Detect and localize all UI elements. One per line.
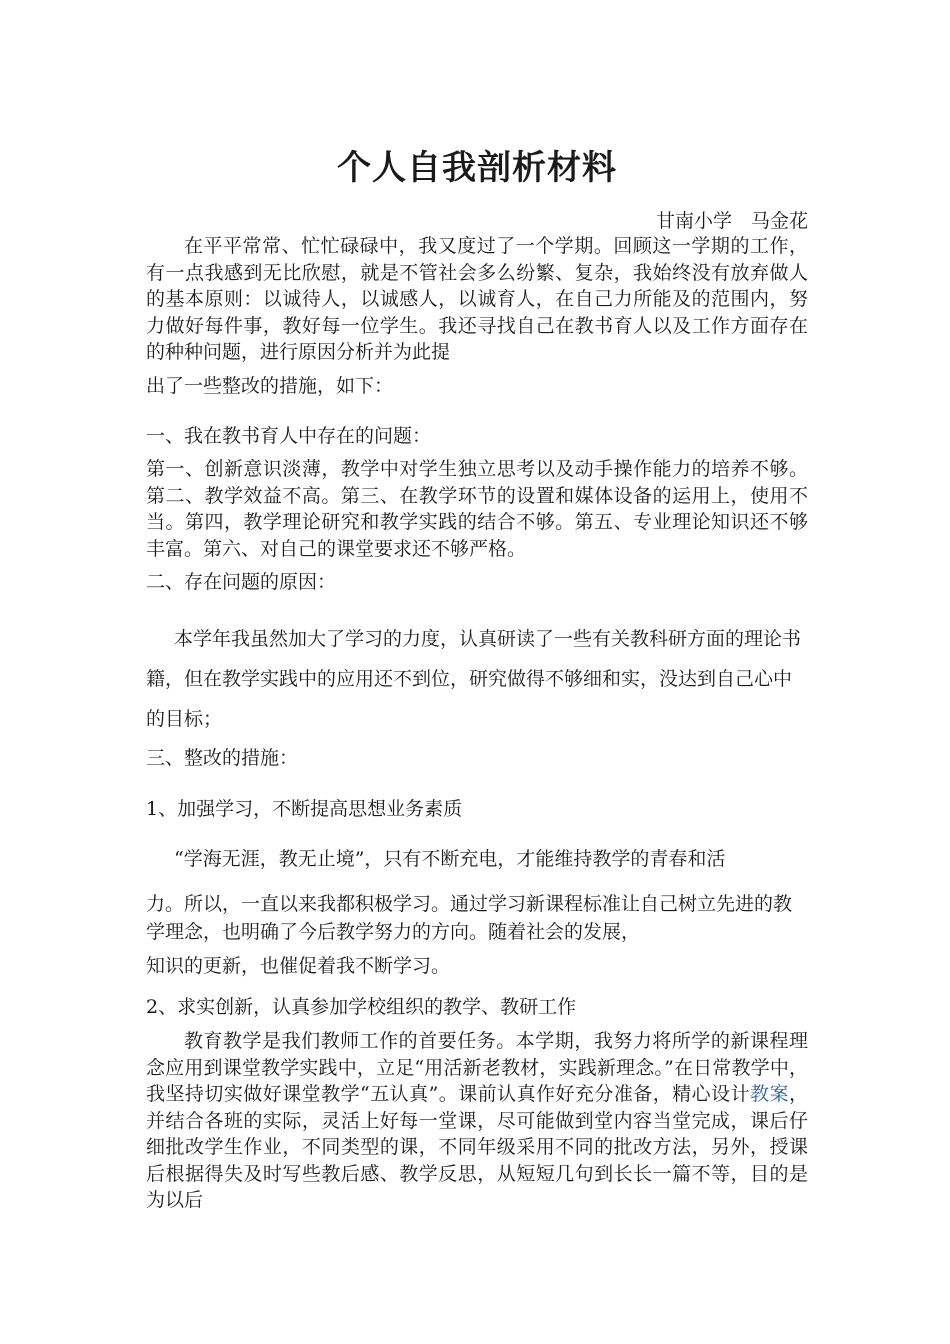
document-title: 个人自我剖析材料 xyxy=(337,148,617,188)
section-3-heading: 三、整改的措施： xyxy=(146,747,299,769)
lesson-plan-link[interactable]: 教案 xyxy=(750,1083,789,1105)
section-2-heading: 二、存在问题的原因： xyxy=(146,571,337,593)
author-line: 甘南小学 马金花 xyxy=(655,210,808,232)
intro-paragraph: 在平平常常、忙忙碌碌中，我又度过了一个学期。回顾这一学期的工作，有一点我感到无比欣慰，就是不管社会多么纷繁、复杂，我始终没有放弃做人的基本原则：以诚待人，以诚感人，以诚育人，在自己力所能及的范围内，努力做好每件事，教好每一位学生。我还寻找自己在教书育人以及工作方面存在的种种问题，进行原因分析并为此提 xyxy=(146,235,808,364)
section-1-heading: 一、我在教书育人中存在的问题： xyxy=(146,425,432,447)
measure-1-line-2: 力。所以，一直以来我都积极学习。通过学习新课程标准让自己树立先进的教学理念，也明确了今后教学努力的方向。随着社会的发展， xyxy=(146,893,793,943)
measure-1-line-1: “学海无涯，教无止境”，只有不断充电，才能维持教学的青春和活 xyxy=(174,848,726,870)
measure-1-heading: 1、加强学习，不断提高思想业务素质 xyxy=(146,798,463,820)
intro-paragraph-end: 出了一些整改的措施，如下： xyxy=(146,375,394,397)
measure-1-line-3: 知识的更新，也催促着我不断学习。 xyxy=(146,955,451,977)
measure-2-text-after-link: ，并结合各班的实际，灵活上好每一堂课，尽可能做到堂内容当堂完成，课后仔细批改学生作业，不同类型的课，不同年级采用不同的批改方法，另外，授课后根据得失及时写些教后感、教学反思，从短短几句到长长一篇不等，目的是为以后 xyxy=(146,1083,808,1211)
measure-2-body xyxy=(146,1028,808,1214)
section-2-body: 本学年我虽然加大了学习的力度，认真研读了一些有关教科研方面的理论书籍，但在教学实践中的应用还不到位，研究做得不够细和实，没达到自己心中的目标； xyxy=(146,628,802,730)
measure-2-heading: 2、求实创新，认真参加学校组织的教学、教研工作 xyxy=(146,996,577,1018)
measure-2-text-before-link: 教育教学是我们教师工作的首要任务。本学期，我努力将所学的新课程理念应用到课堂教学实践中，立足“用活新老教材，实践新理念。”在日常教学中，我坚持切实做好课堂教学“五认真”。课前认真作好充分准备，精心设计 xyxy=(146,1030,808,1105)
section-1-body: 第一、创新意识淡薄，教学中对学生独立思考以及动手操作能力的培养不够。第二、教学效益不高。第三、在教学环节的设置和媒体设备的运用上，使用不当。第四，教学理论研究和教学实践的结合不够。第五、专业理论知识还不够丰富。第六、对自己的课堂要求还不够严格。 xyxy=(146,458,808,560)
measure-1-body xyxy=(146,844,808,980)
